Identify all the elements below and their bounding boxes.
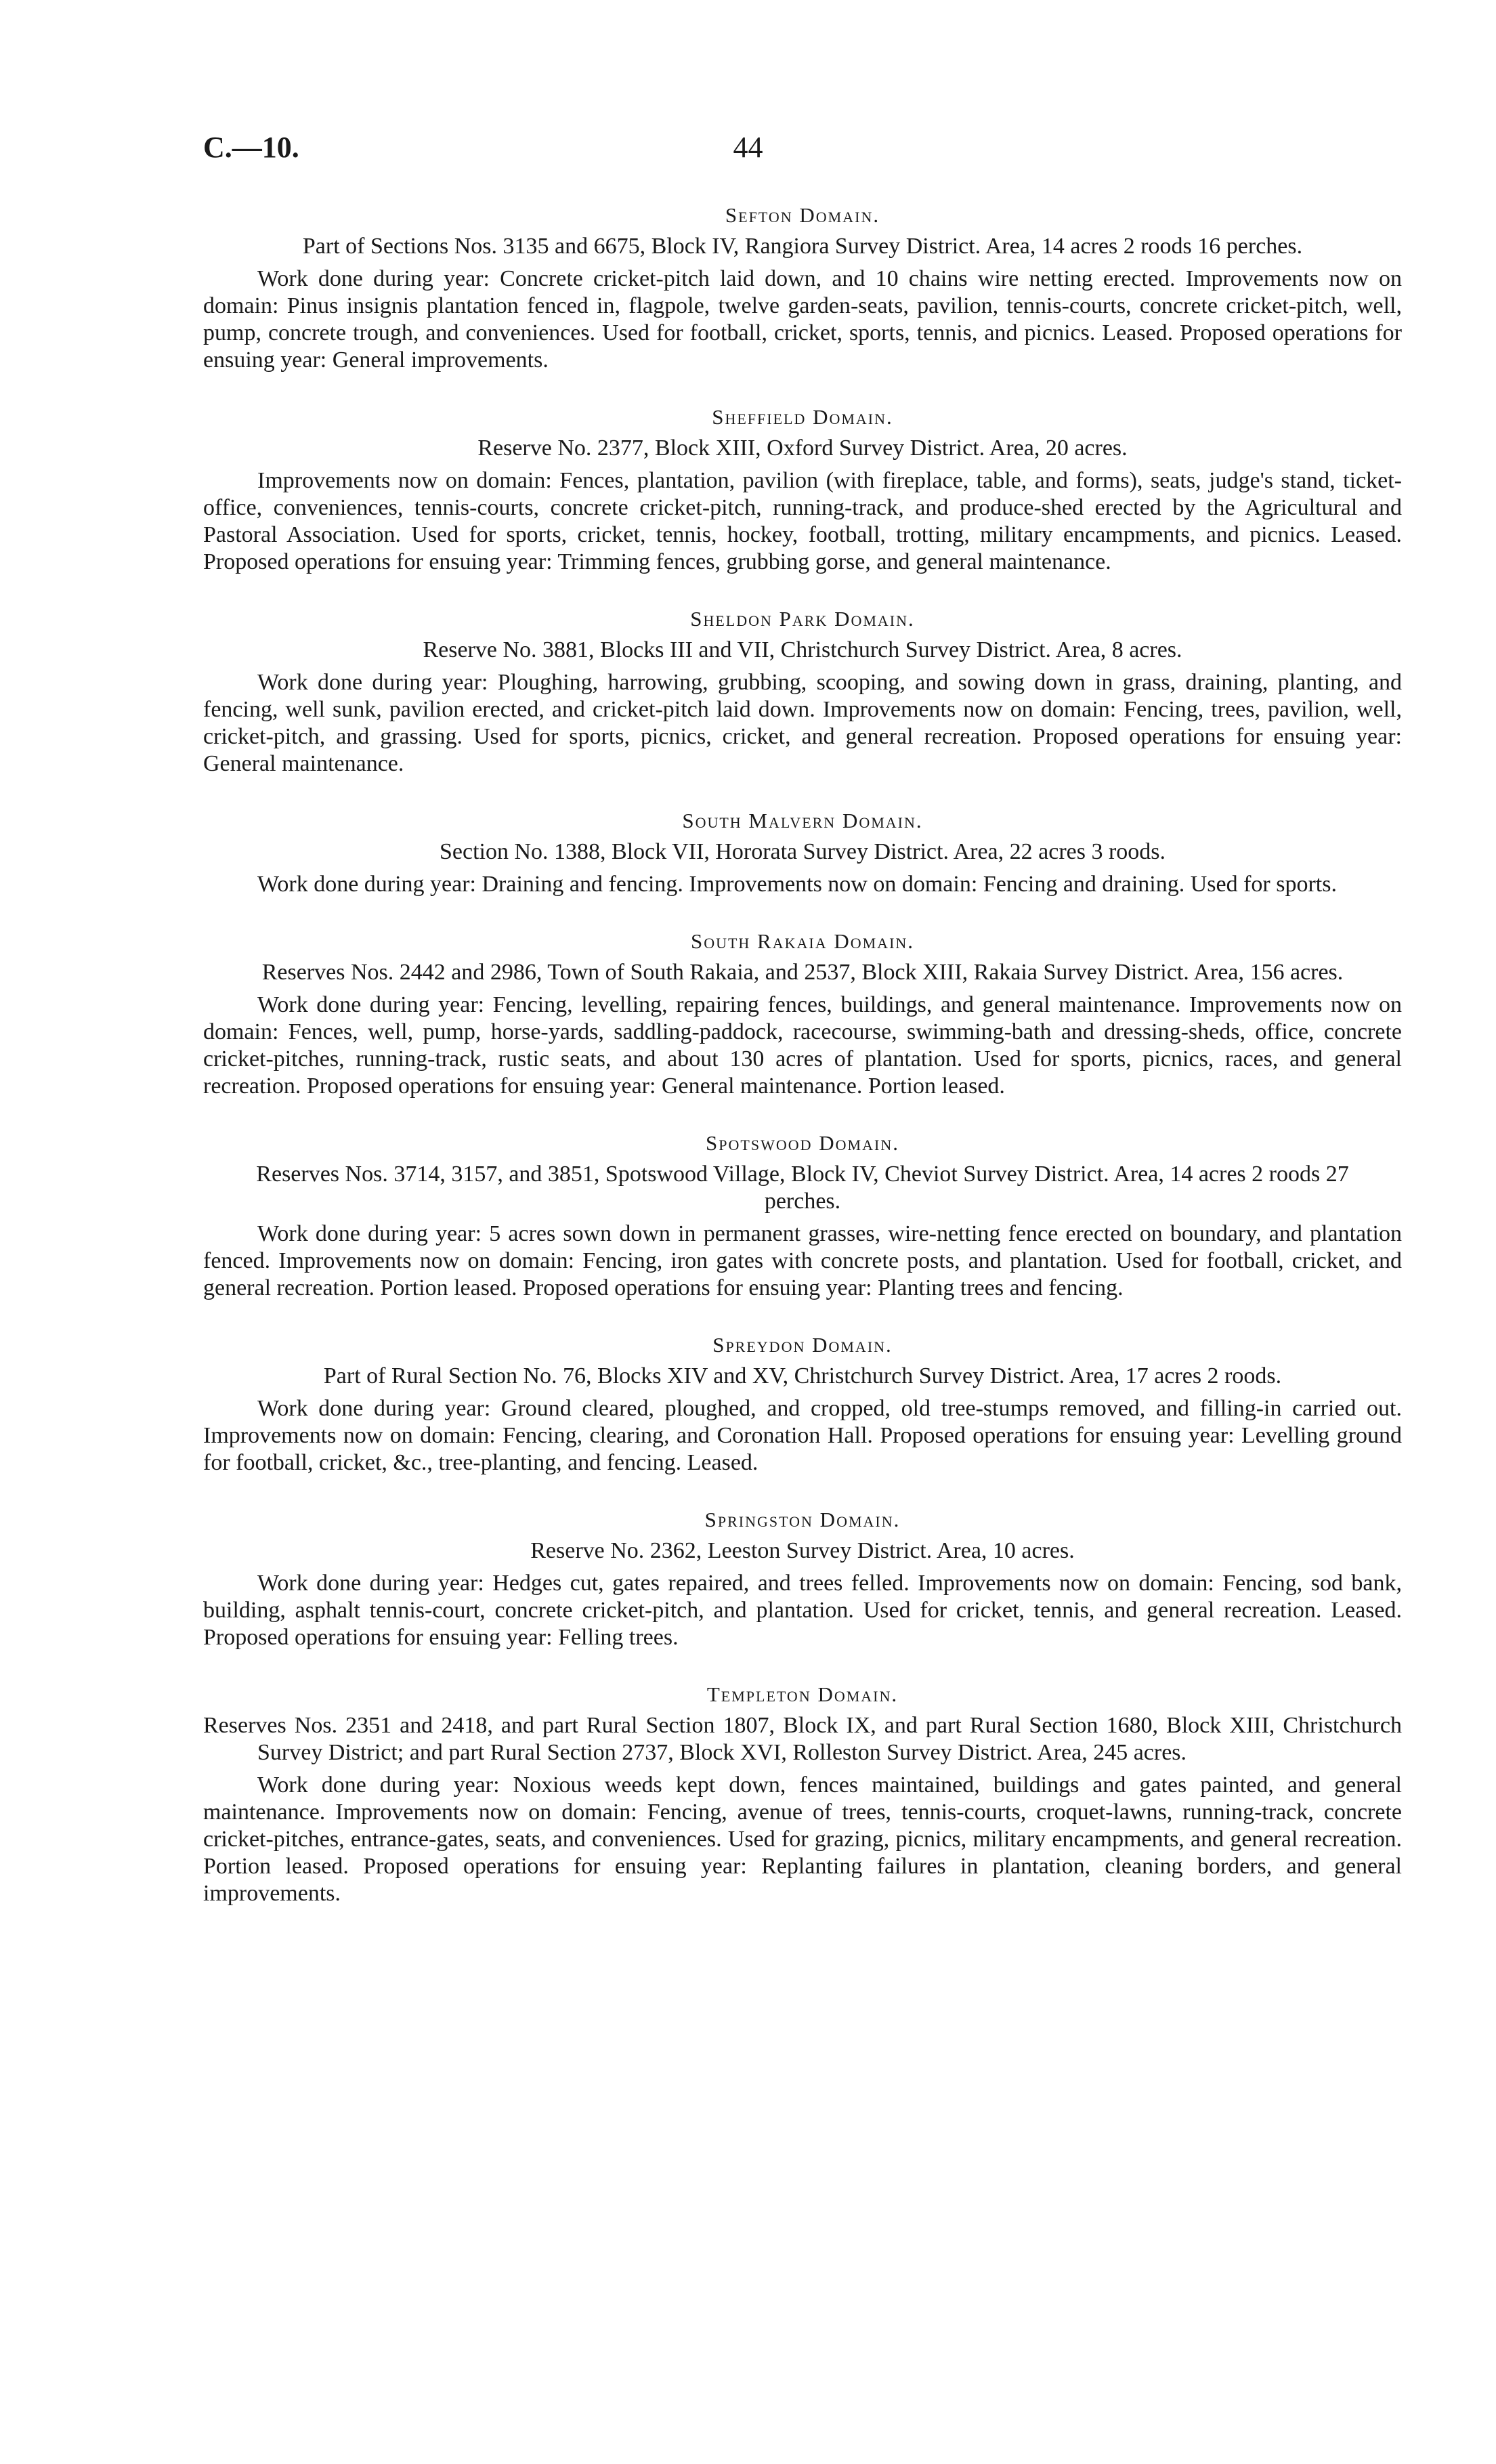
- domain-section-south-rakaia: [203, 928, 1402, 1100]
- domain-description: Work done during year: Fencing, levelling, repairing fences, buildings, and general maintenance. Improvements now on domain: Fences, well, pump, horse-yards, saddling-paddock, racecourse, swimming-bath and dressing-sheds, office, concrete cricket-pitches, running-track, rustic seats, and about 130 acres of plantation. Used for sports, picnics, races, and general recreation. Proposed operations for ensuing year: General maintenance. Portion leased.: [203, 992, 1402, 1099]
- domain-title: Sefton Domain.: [725, 203, 880, 227]
- domain-reference: Reserves Nos. 2351 and 2418, and part Rural Section 1807, Block IX, and part Rural Section 1680, Block XIII, Christchurch Survey District; and part Rural Section 2737, Block XVI, Rolleston Survey District. Area, 245 acres.: [203, 1713, 1402, 1765]
- domain-title: Templeton Domain.: [706, 1682, 899, 1706]
- domain-reference: Reserve No. 2362, Leeston Survey District. Area, 10 acres.: [530, 1538, 1075, 1563]
- domain-section-spotswood: [203, 1130, 1402, 1302]
- domain-description: Work done during year: Ploughing, harrowing, grubbing, scooping, and sowing down in grass, draining, planting, and fencing, well sunk, pavilion erected, and cricket-pitch laid down. Improvements now on domain: Fencing, trees, pavilion, well, cricket-pitch, and grassing. Used for sports, picnics, cricket, and general recreation. Proposed operations for ensuing year: General maintenance.: [203, 670, 1402, 776]
- domain-description: Work done during year: Noxious weeds kept down, fences maintained, buildings and gates painted, and general maintenance. Improvements now on domain: Fencing, avenue of trees, tennis-courts, croquet-lawns, running-track, concrete cricket-pitches, entrance-gates, seats, and conveniences. Used for grazing, picnics, military encampments, and general recreation. Portion leased. Proposed operations for ensuing year: Replanting failures in plantation, cleaning borders, and general improvements.: [203, 1772, 1402, 1906]
- domain-title: South Malvern Domain.: [682, 809, 923, 832]
- domain-title: Spotswood Domain.: [706, 1131, 899, 1155]
- domain-description: Work done during year: Draining and fencing. Improvements now on domain: Fencing and draining. Used for sports.: [257, 872, 1337, 897]
- domain-section-sefton: [203, 202, 1402, 374]
- domain-section-south-malvern: [203, 807, 1402, 898]
- domain-description: Work done during year: Ground cleared, ploughed, and cropped, old tree-stumps removed, and filling-in carried out. Improvements now on domain: Fencing, clearing, and Coronation Hall. Proposed operations for ensuing year: Levelling ground for football, cricket, &c., tree-planting, and fencing. Leased.: [203, 1396, 1402, 1475]
- domain-description: Work done during year: 5 acres sown down in permanent grasses, wire-netting fence erected on boundary, and plantation fenced. Improvements now on domain: Fencing, iron gates with concrete posts, and plantation. Used for football, cricket, and general recreation. Portion leased. Proposed operations for ensuing year: Planting trees and fencing.: [203, 1221, 1402, 1300]
- domain-reference: Reserve No. 3881, Blocks III and VII, Christchurch Survey District. Area, 8 acres.: [423, 637, 1182, 662]
- domain-section-spreydon: [203, 1332, 1402, 1477]
- domain-title: Spreydon Domain.: [712, 1333, 893, 1357]
- domain-list: [203, 202, 1402, 1937]
- domain-title: Springston Domain.: [704, 1508, 901, 1531]
- domain-reference: Reserves Nos. 3714, 3157, and 3851, Spotswood Village, Block IV, Cheviot Survey District. Area, 14 acres 2 roods 27 perches.: [256, 1162, 1349, 1214]
- domain-section-sheldon-park: [203, 606, 1402, 778]
- domain-title: Sheffield Domain.: [712, 405, 893, 429]
- domain-reference: Part of Rural Section No. 76, Blocks XIV and XV, Christchurch Survey District. Area, 17 acres 2 roods.: [323, 1363, 1282, 1388]
- domain-title: South Rakaia Domain.: [690, 929, 915, 953]
- domain-title: Sheldon Park Domain.: [690, 607, 915, 631]
- domain-description: Improvements now on domain: Fences, plantation, pavilion (with fireplace, table, and forms), seats, judge's stand, ticket-office, conveniences, tennis-courts, concrete cricket-pitch, running-track, and produce-shed erected by the Agricultural and Pastoral Association. Used for sports, cricket, tennis, hockey, football, trotting, military encampments, and picnics. Leased. Proposed operations for ensuing year: Trimming fences, grubbing gorse, and general maintenance.: [203, 468, 1402, 574]
- domain-reference: Section No. 1388, Block VII, Hororata Survey District. Area, 22 acres 3 roods.: [439, 839, 1166, 864]
- domain-section-springston: [203, 1506, 1402, 1651]
- domain-reference: Reserves Nos. 2442 and 2986, Town of South Rakaia, and 2537, Block XIII, Rakaia Survey District. Area, 156 acres.: [261, 960, 1344, 985]
- domain-section-sheffield: [203, 404, 1402, 576]
- domain-reference: Reserve No. 2377, Block XIII, Oxford Survey District. Area, 20 acres.: [477, 436, 1128, 461]
- page-number: 44: [733, 131, 763, 164]
- domain-reference: Part of Sections Nos. 3135 and 6675, Block IV, Rangiora Survey District. Area, 14 acres 2 roods 16 perches.: [302, 234, 1303, 259]
- domain-description: Work done during year: Concrete cricket-pitch laid down, and 10 chains wire netting erected. Improvements now on domain: Pinus insignis plantation fenced in, flagpole, twelve garden-seats, pavilion, tennis-courts, concrete cricket-pitch, well, pump, concrete trough, and conveniences. Used for football, cricket, sports, tennis, and picnics. Leased. Proposed operations for ensuing year: General improvements.: [203, 266, 1402, 373]
- domain-description: Work done during year: Hedges cut, gates repaired, and trees felled. Improvements now on domain: Fencing, sod bank, building, asphalt tennis-court, concrete cricket-pitch, and plantation. Used for cricket, tennis, and general recreation. Leased. Proposed operations for ensuing year: Felling trees.: [203, 1571, 1402, 1650]
- series-reference: C.—10.: [203, 131, 299, 164]
- domain-section-templeton: [203, 1681, 1402, 1907]
